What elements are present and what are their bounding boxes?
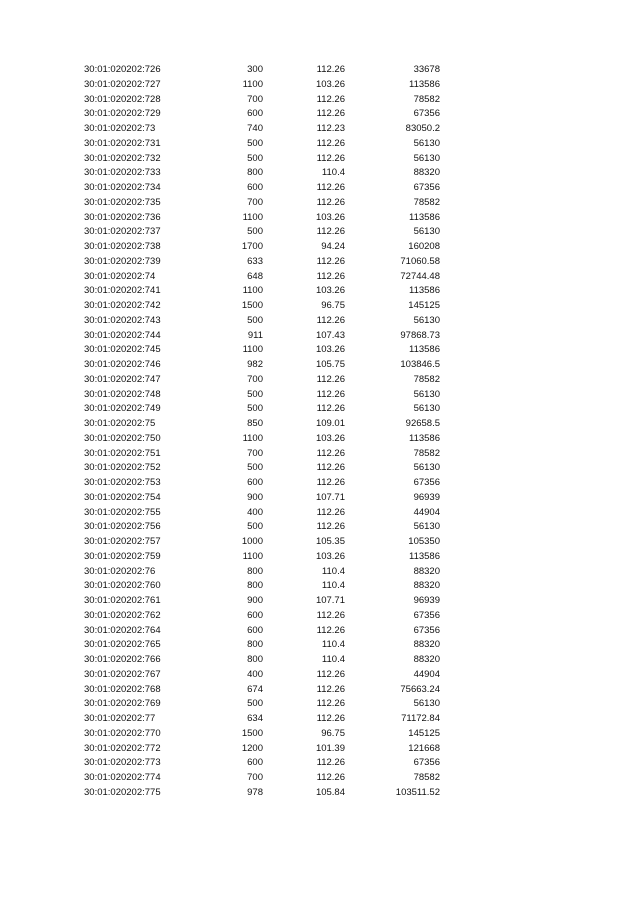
value-cell: 103846.5 <box>400 359 440 370</box>
cadastral-number-cell: 30:01:020202:772 <box>84 742 161 754</box>
table-row <box>0 476 640 491</box>
rate-cell: 112.26 <box>316 108 345 120</box>
value-cell: 56130 <box>413 137 440 149</box>
cadastral-number-cell: 30:01:020202:733 <box>84 167 161 179</box>
table-row <box>0 299 640 314</box>
area-cell: 700 <box>247 772 263 783</box>
rate-cell: 112.26 <box>316 521 345 533</box>
rate-cell: 107.71 <box>315 595 345 606</box>
cadastral-number-cell: 30:01:020202:76 <box>84 565 156 577</box>
rate-cell: 110.4 <box>321 565 345 577</box>
cadastral-number-cell: 30:01:020202:745 <box>84 344 161 356</box>
table-row <box>0 624 640 639</box>
value-cell: 75663.24 <box>400 683 440 695</box>
area-cell: 633 <box>247 255 263 267</box>
area-cell: 500 <box>247 152 263 164</box>
cadastral-number-cell: 30:01:020202:756 <box>84 521 161 533</box>
area-cell: 600 <box>247 477 263 488</box>
rate-cell: 103.26 <box>315 550 345 562</box>
area-cell: 1100 <box>242 550 263 562</box>
rate-cell: 112.26 <box>316 462 345 474</box>
table-row <box>0 506 640 521</box>
cadastral-number-cell: 30:01:020202:757 <box>84 536 161 547</box>
value-cell: 105350 <box>408 536 440 547</box>
area-cell: 700 <box>247 447 263 459</box>
table-row <box>0 107 640 122</box>
cadastral-number-cell: 30:01:020202:732 <box>84 152 161 164</box>
table-row <box>0 756 640 771</box>
table-row <box>0 712 640 727</box>
value-cell: 56130 <box>413 698 440 710</box>
value-cell: 88320 <box>413 654 440 665</box>
cadastral-number-cell: 30:01:020202:766 <box>84 654 161 665</box>
rate-cell: 101.39 <box>315 742 345 754</box>
value-cell: 67356 <box>413 477 440 488</box>
table-row <box>0 78 640 93</box>
area-cell: 600 <box>247 108 263 120</box>
table-row <box>0 653 640 668</box>
cadastral-number-cell: 30:01:020202:738 <box>84 241 161 252</box>
area-cell: 400 <box>247 506 263 518</box>
area-cell: 634 <box>247 713 263 724</box>
area-cell: 500 <box>247 698 263 710</box>
area-cell: 800 <box>247 654 263 665</box>
table-row <box>0 137 640 152</box>
area-cell: 1500 <box>241 727 263 739</box>
table-row <box>0 93 640 108</box>
cadastral-number-cell: 30:01:020202:743 <box>84 314 161 326</box>
value-cell: 56130 <box>413 462 440 474</box>
cadastral-number-cell: 30:01:020202:751 <box>84 447 161 459</box>
table-row <box>0 742 640 757</box>
area-cell: 978 <box>247 786 263 798</box>
cadastral-number-cell: 30:01:020202:77 <box>84 713 156 724</box>
value-cell: 113586 <box>409 211 440 223</box>
value-cell: 67356 <box>413 624 440 636</box>
area-cell: 400 <box>247 668 263 680</box>
cadastral-number-cell: 30:01:020202:736 <box>84 211 161 223</box>
value-cell: 145125 <box>408 727 440 739</box>
table-row <box>0 152 640 167</box>
area-cell: 1700 <box>241 241 263 252</box>
value-cell: 44904 <box>413 668 440 680</box>
value-cell: 71172.84 <box>401 713 440 724</box>
area-cell: 1200 <box>241 742 263 754</box>
cadastral-number-cell: 30:01:020202:729 <box>84 108 161 120</box>
area-cell: 1100 <box>242 285 263 297</box>
data-table <box>0 63 640 801</box>
value-cell: 78582 <box>413 373 440 385</box>
cadastral-number-cell: 30:01:020202:731 <box>84 137 161 149</box>
area-cell: 800 <box>247 580 263 592</box>
table-row <box>0 609 640 624</box>
area-cell: 500 <box>247 403 263 415</box>
cadastral-number-cell: 30:01:020202:742 <box>84 300 161 311</box>
value-cell: 160208 <box>408 241 440 252</box>
area-cell: 500 <box>247 314 263 326</box>
cadastral-number-cell: 30:01:020202:727 <box>84 78 161 90</box>
value-cell: 67356 <box>413 108 440 120</box>
rate-cell: 110.4 <box>321 167 345 179</box>
value-cell: 145125 <box>408 300 440 311</box>
cadastral-number-cell: 30:01:020202:765 <box>84 639 161 651</box>
area-cell: 800 <box>247 167 263 179</box>
table-row <box>0 727 640 742</box>
cadastral-number-cell: 30:01:020202:753 <box>84 477 161 488</box>
table-row <box>0 786 640 801</box>
rate-cell: 112.26 <box>316 373 345 385</box>
table-row <box>0 225 640 240</box>
area-cell: 700 <box>247 196 263 208</box>
value-cell: 113586 <box>409 432 440 444</box>
cadastral-number-cell: 30:01:020202:752 <box>84 462 161 474</box>
rate-cell: 112.23 <box>316 123 345 134</box>
table-row <box>0 402 640 417</box>
rate-cell: 112.26 <box>316 772 345 783</box>
area-cell: 500 <box>247 521 263 533</box>
area-cell: 1500 <box>241 300 263 311</box>
area-cell: 911 <box>247 329 263 341</box>
rate-cell: 112.26 <box>316 226 345 238</box>
cadastral-number-cell: 30:01:020202:744 <box>84 329 161 341</box>
cadastral-number-cell: 30:01:020202:749 <box>84 403 161 415</box>
cadastral-number-cell: 30:01:020202:761 <box>84 595 161 606</box>
table-row <box>0 284 640 299</box>
table-row <box>0 240 640 255</box>
table-row <box>0 697 640 712</box>
table-row <box>0 314 640 329</box>
value-cell: 67356 <box>413 182 440 193</box>
rate-cell: 112.26 <box>316 506 345 518</box>
area-cell: 500 <box>247 462 263 474</box>
area-cell: 1000 <box>241 536 263 547</box>
table-row <box>0 358 640 373</box>
rate-cell: 109.01 <box>315 418 345 429</box>
area-cell: 700 <box>247 373 263 385</box>
cadastral-number-cell: 30:01:020202:741 <box>84 285 161 297</box>
cadastral-number-cell: 30:01:020202:74 <box>84 270 156 282</box>
value-cell: 44904 <box>413 506 440 518</box>
rate-cell: 103.26 <box>315 344 345 356</box>
cadastral-number-cell: 30:01:020202:728 <box>84 93 161 105</box>
value-cell: 67356 <box>413 757 440 769</box>
cadastral-number-cell: 30:01:020202:73 <box>84 123 156 134</box>
value-cell: 56130 <box>413 314 440 326</box>
rate-cell: 112.26 <box>316 403 345 415</box>
area-cell: 500 <box>247 388 263 400</box>
rate-cell: 96.75 <box>321 727 345 739</box>
value-cell: 92658.5 <box>405 418 440 429</box>
table-row <box>0 373 640 388</box>
table-row <box>0 491 640 506</box>
rate-cell: 112.26 <box>316 713 345 724</box>
value-cell: 121668 <box>408 742 440 754</box>
cadastral-number-cell: 30:01:020202:774 <box>84 772 161 783</box>
area-cell: 800 <box>247 565 263 577</box>
rate-cell: 112.26 <box>316 64 345 75</box>
rate-cell: 105.75 <box>315 359 345 370</box>
cadastral-number-cell: 30:01:020202:773 <box>84 757 161 769</box>
cadastral-number-cell: 30:01:020202:764 <box>84 624 161 636</box>
cadastral-number-cell: 30:01:020202:768 <box>84 683 161 695</box>
cadastral-number-cell: 30:01:020202:748 <box>84 388 161 400</box>
table-row <box>0 343 640 358</box>
area-cell: 1100 <box>242 344 263 356</box>
table-row <box>0 122 640 137</box>
area-cell: 600 <box>247 624 263 636</box>
cadastral-number-cell: 30:01:020202:75 <box>84 418 156 429</box>
cadastral-number-cell: 30:01:020202:775 <box>84 786 161 798</box>
area-cell: 300 <box>247 64 263 75</box>
area-cell: 900 <box>247 595 263 606</box>
rate-cell: 110.4 <box>321 654 345 665</box>
table-row <box>0 461 640 476</box>
rate-cell: 105.35 <box>315 536 345 547</box>
rate-cell: 103.26 <box>315 78 345 90</box>
rate-cell: 112.26 <box>316 314 345 326</box>
table-row <box>0 668 640 683</box>
table-row <box>0 63 640 78</box>
rate-cell: 112.26 <box>316 137 345 149</box>
value-cell: 113586 <box>409 285 440 297</box>
cadastral-number-cell: 30:01:020202:726 <box>84 64 161 75</box>
area-cell: 1100 <box>242 432 263 444</box>
area-cell: 850 <box>247 418 263 429</box>
value-cell: 96939 <box>413 491 440 503</box>
value-cell: 56130 <box>413 152 440 164</box>
rate-cell: 94.24 <box>321 241 345 252</box>
rate-cell: 112.26 <box>316 255 345 267</box>
cadastral-number-cell: 30:01:020202:734 <box>84 182 161 193</box>
area-cell: 500 <box>247 226 263 238</box>
cadastral-number-cell: 30:01:020202:735 <box>84 196 161 208</box>
value-cell: 88320 <box>413 580 440 592</box>
cadastral-number-cell: 30:01:020202:754 <box>84 491 161 503</box>
table-row <box>0 181 640 196</box>
rate-cell: 112.26 <box>316 93 345 105</box>
value-cell: 113586 <box>409 550 440 562</box>
rate-cell: 103.26 <box>315 285 345 297</box>
cadastral-number-cell: 30:01:020202:739 <box>84 255 161 267</box>
table-row <box>0 565 640 580</box>
rate-cell: 112.26 <box>316 757 345 769</box>
value-cell: 56130 <box>413 226 440 238</box>
area-cell: 1100 <box>242 78 263 90</box>
rate-cell: 112.26 <box>316 388 345 400</box>
cadastral-number-cell: 30:01:020202:737 <box>84 226 161 238</box>
cadastral-number-cell: 30:01:020202:769 <box>84 698 161 710</box>
value-cell: 33678 <box>413 64 440 75</box>
value-cell: 88320 <box>413 167 440 179</box>
value-cell: 103511.52 <box>395 786 440 798</box>
table-row <box>0 388 640 403</box>
table-row <box>0 432 640 447</box>
value-cell: 88320 <box>413 639 440 651</box>
value-cell: 96939 <box>413 595 440 606</box>
area-cell: 900 <box>247 491 263 503</box>
rate-cell: 112.26 <box>316 609 345 621</box>
cadastral-number-cell: 30:01:020202:767 <box>84 668 161 680</box>
cadastral-number-cell: 30:01:020202:762 <box>84 609 161 621</box>
cadastral-number-cell: 30:01:020202:759 <box>84 550 161 562</box>
value-cell: 56130 <box>413 388 440 400</box>
rate-cell: 112.26 <box>316 182 345 193</box>
cadastral-number-cell: 30:01:020202:760 <box>84 580 161 592</box>
area-cell: 740 <box>247 123 263 134</box>
rate-cell: 110.4 <box>321 580 345 592</box>
table-row <box>0 211 640 226</box>
value-cell: 113586 <box>409 344 440 356</box>
area-cell: 700 <box>247 93 263 105</box>
cadastral-number-cell: 30:01:020202:750 <box>84 432 161 444</box>
value-cell: 83050.2 <box>405 123 440 134</box>
table-row <box>0 579 640 594</box>
area-cell: 500 <box>247 137 263 149</box>
table-row <box>0 535 640 550</box>
value-cell: 56130 <box>413 403 440 415</box>
value-cell: 78582 <box>413 447 440 459</box>
area-cell: 600 <box>247 757 263 769</box>
value-cell: 67356 <box>413 609 440 621</box>
table-row <box>0 329 640 344</box>
table-row <box>0 196 640 211</box>
table-row <box>0 771 640 786</box>
area-cell: 982 <box>247 359 263 370</box>
rate-cell: 110.4 <box>321 639 345 651</box>
rate-cell: 112.26 <box>316 447 345 459</box>
rate-cell: 112.26 <box>316 152 345 164</box>
table-row <box>0 594 640 609</box>
area-cell: 674 <box>247 683 263 695</box>
rate-cell: 103.26 <box>315 432 345 444</box>
table-row <box>0 683 640 698</box>
rate-cell: 107.43 <box>315 329 345 341</box>
value-cell: 78582 <box>413 196 440 208</box>
value-cell: 88320 <box>413 565 440 577</box>
rate-cell: 112.26 <box>316 196 345 208</box>
rate-cell: 112.26 <box>316 270 345 282</box>
area-cell: 600 <box>247 609 263 621</box>
value-cell: 78582 <box>413 772 440 783</box>
cadastral-number-cell: 30:01:020202:747 <box>84 373 161 385</box>
area-cell: 648 <box>247 270 263 282</box>
cadastral-number-cell: 30:01:020202:746 <box>84 359 161 370</box>
table-row <box>0 166 640 181</box>
area-cell: 600 <box>247 182 263 193</box>
rate-cell: 112.26 <box>316 698 345 710</box>
table-row <box>0 550 640 565</box>
value-cell: 71060.58 <box>400 255 440 267</box>
rate-cell: 107.71 <box>315 491 345 503</box>
table-row <box>0 447 640 462</box>
value-cell: 56130 <box>413 521 440 533</box>
cadastral-number-cell: 30:01:020202:770 <box>84 727 161 739</box>
value-cell: 72744.48 <box>400 270 440 282</box>
rate-cell: 112.26 <box>316 477 345 488</box>
table-row <box>0 520 640 535</box>
rate-cell: 112.26 <box>316 683 345 695</box>
table-row <box>0 270 640 285</box>
area-cell: 800 <box>247 639 263 651</box>
area-cell: 1100 <box>242 211 263 223</box>
value-cell: 113586 <box>409 78 440 90</box>
rate-cell: 112.26 <box>316 624 345 636</box>
rate-cell: 96.75 <box>321 300 345 311</box>
rate-cell: 112.26 <box>316 668 345 680</box>
cadastral-number-cell: 30:01:020202:755 <box>84 506 161 518</box>
table-row <box>0 638 640 653</box>
value-cell: 97868.73 <box>400 329 440 341</box>
value-cell: 78582 <box>413 93 440 105</box>
rate-cell: 103.26 <box>315 211 345 223</box>
rate-cell: 105.84 <box>315 786 345 798</box>
table-row <box>0 417 640 432</box>
table-row <box>0 255 640 270</box>
